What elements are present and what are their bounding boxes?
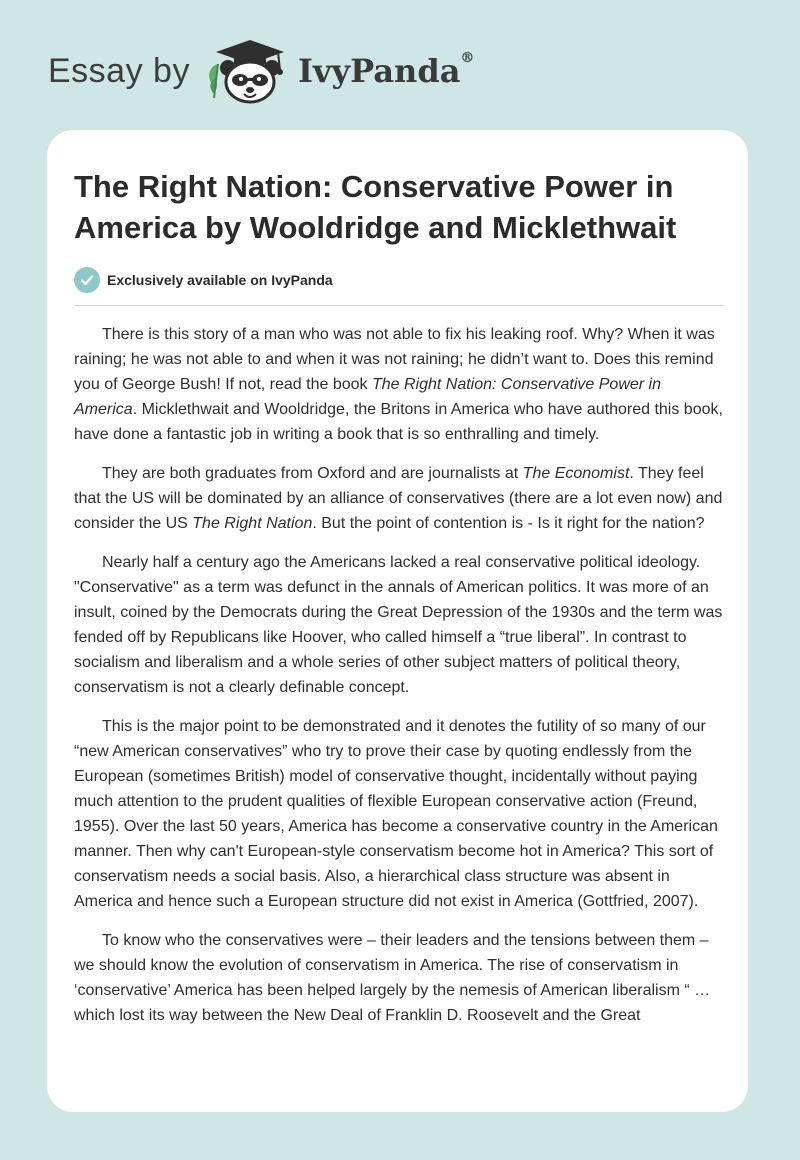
paragraph-2: They are both graduates from Oxford and are journalists at The Economist. They feel that the US will be dominated by an alliance of conservatives (there are a lot even now) and consider the US The Right Nation. But the point of contention is - Is it right for the nation? bbox=[74, 465, 723, 532]
paragraph-3: Nearly half a century ago the Americans lacked a real conservative political ideology. "Conservative" as a term was defunct in the annals of American politics. It was more of an insult, coined by the Democrats during the Great Depression of the 1930s and the term was fended off by Republicans like Hoover, who called himself a “true liberal”. In contrast to socialism and liberalism and a whole series of other subject matters of political theory, conservatism is not a clearly definable concept. bbox=[74, 554, 723, 696]
panda-graduate-icon[interactable] bbox=[204, 36, 292, 106]
site-header bbox=[48, 36, 474, 106]
essay-title: The Right Nation: Conservative Power in America by Wooldridge and Micklethwait bbox=[74, 169, 677, 245]
essay-by-label: Essay by bbox=[48, 51, 190, 90]
brand-name[interactable]: IvyPanda® bbox=[297, 50, 475, 90]
essay-card bbox=[47, 130, 748, 1112]
divider bbox=[74, 305, 724, 306]
paragraph-4: This is the major point to be demonstrated and it denotes the futility of so many of our “new American conservatives” who try to prove their case by quoting endlessly from the European (sometimes British) model of conservative thought, incidentally without paying much attention to the prudent qualities of flexible European conservative action (Freund, 1955). Over the last 50 years, America has become a conservative country in the American manner. Then why can't European-style conservatism become hot in America? This sort of conservatism needs a social basis. Also, a hierarchical class structure was absent in America and hence such a European structure did not exist in America (Gottfried, 2007). bbox=[74, 718, 718, 910]
check-icon bbox=[74, 267, 100, 293]
essay-body bbox=[74, 322, 724, 1028]
exclusive-badge bbox=[74, 266, 724, 294]
paragraph-5: To know who the conservatives were – their leaders and the tensions between them – we should know the evolution of conservatism in America. The rise of conservatism in ‘conservative’ America has been helped largely by the nemesis of American liberalism “ … which lost its way between the New Deal of Franklin D. Roosevelt and the Great bbox=[74, 932, 711, 1024]
exclusive-label: Exclusively available on IvyPanda bbox=[107, 272, 333, 288]
paragraph-1: There is this story of a man who was not able to fix his leaking roof. Why? When it was raining; he was not able to and when it was not raining; he didn’t want to. Does this remind you of George Bush! If not, read the book The Right Nation: Conservative Power in America. Micklethwait and Wooldridge, the Britons in America who have authored this book, have done a fantastic job in writing a book that is so enthralling and timely. bbox=[74, 326, 723, 443]
